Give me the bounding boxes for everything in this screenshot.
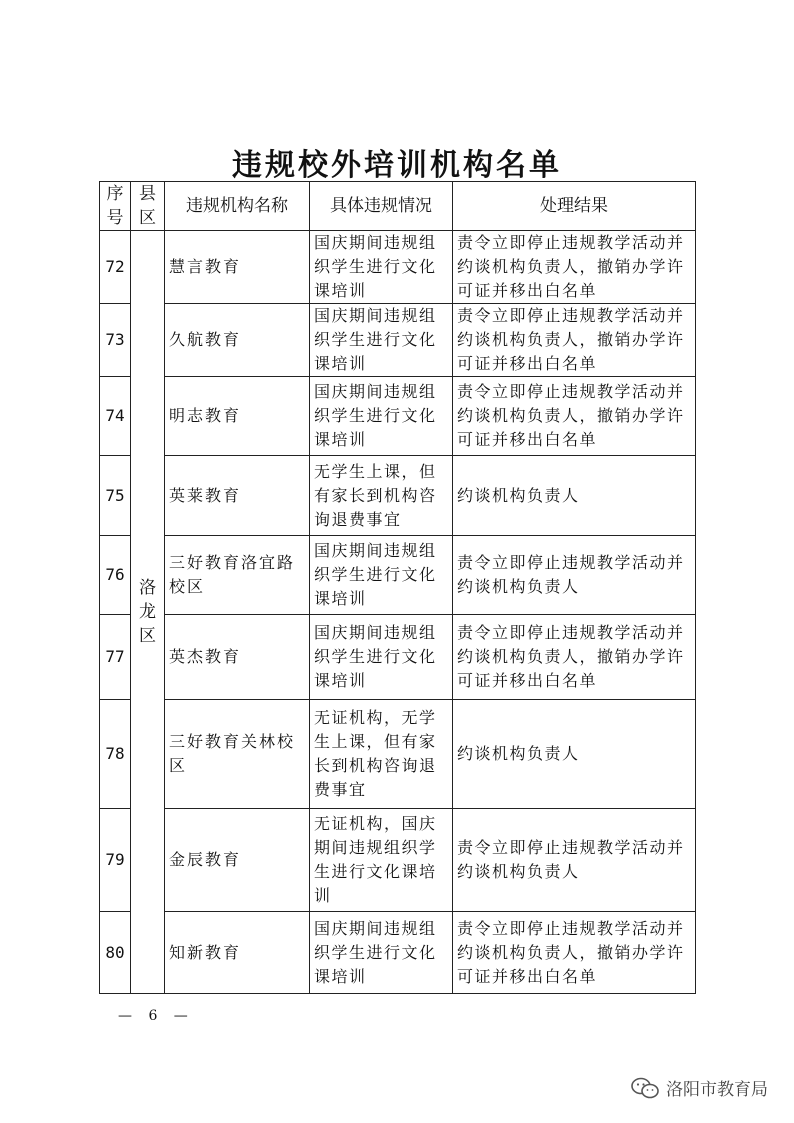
row-result: 责令立即停止违规教学活动并约谈机构负责人，撤销办学许可证并移出白名单 — [453, 304, 696, 377]
watermark — [630, 1075, 768, 1100]
header-seq: 序号 — [100, 182, 131, 231]
row-name: 久航教育 — [165, 304, 310, 377]
table-row — [100, 536, 696, 615]
row-result: 责令立即停止违规教学活动并约谈机构负责人，撤销办学许可证并移出白名单 — [453, 615, 696, 700]
row-violation: 无证机构，国庆期间违规组织学生进行文化课培训 — [310, 809, 453, 912]
row-name: 三好教育关林校区 — [165, 700, 310, 809]
row-violation: 国庆期间违规组织学生进行文化课培训 — [310, 912, 453, 994]
row-name: 英杰教育 — [165, 615, 310, 700]
row-violation: 国庆期间违规组织学生进行文化课培训 — [310, 536, 453, 615]
row-result: 责令立即停止违规教学活动并约谈机构负责人，撤销办学许可证并移出白名单 — [453, 912, 696, 994]
county-cell — [131, 231, 165, 994]
header-name: 违规机构名称 — [165, 182, 310, 231]
row-result: 责令立即停止违规教学活动并约谈机构负责人 — [453, 809, 696, 912]
row-seq: 77 — [100, 615, 131, 700]
row-name: 英莱教育 — [165, 456, 310, 536]
row-result: 约谈机构负责人 — [453, 700, 696, 809]
table-row — [100, 912, 696, 994]
row-violation: 国庆期间违规组织学生进行文化课培训 — [310, 231, 453, 304]
table-row — [100, 304, 696, 377]
row-result: 约谈机构负责人 — [453, 456, 696, 536]
page-title: 违规校外培训机构名单 — [232, 148, 562, 183]
row-seq: 80 — [100, 912, 131, 994]
row-name: 知新教育 — [165, 912, 310, 994]
header-violation: 具体违规情况 — [310, 182, 453, 231]
row-seq: 78 — [100, 700, 131, 809]
row-name: 三好教育洛宜路校区 — [165, 536, 310, 615]
table-row — [100, 231, 696, 304]
row-name: 明志教育 — [165, 377, 310, 456]
header-county: 县区 — [131, 182, 165, 231]
row-seq: 79 — [100, 809, 131, 912]
table-row — [100, 809, 696, 912]
row-violation: 国庆期间违规组织学生进行文化课培训 — [310, 377, 453, 456]
row-result: 责令立即停止违规教学活动并约谈机构负责人，撤销办学许可证并移出白名单 — [453, 377, 696, 456]
violation-table — [99, 181, 696, 994]
row-name: 慧言教育 — [165, 231, 310, 304]
row-violation: 无学生上课，但有家长到机构咨询退费事宜 — [310, 456, 453, 536]
table-row — [100, 377, 696, 456]
table-header-row — [100, 182, 696, 231]
row-result: 责令立即停止违规教学活动并约谈机构负责人，撤销办学许可证并移出白名单 — [453, 231, 696, 304]
page-number: — 6 — — [118, 1008, 194, 1024]
row-violation: 国庆期间违规组织学生进行文化课培训 — [310, 615, 453, 700]
watermark-text: 洛阳市教育局 — [666, 1080, 768, 1100]
row-seq: 73 — [100, 304, 131, 377]
row-seq: 74 — [100, 377, 131, 456]
row-seq: 76 — [100, 536, 131, 615]
header-result: 处理结果 — [453, 182, 696, 231]
county-name: 洛龙区 — [139, 578, 156, 646]
row-result: 责令立即停止违规教学活动并约谈机构负责人 — [453, 536, 696, 615]
row-violation: 国庆期间违规组织学生进行文化课培训 — [310, 304, 453, 377]
table-row — [100, 615, 696, 700]
row-name: 金辰教育 — [165, 809, 310, 912]
wechat-icon — [630, 1076, 660, 1100]
row-violation: 无证机构，无学生上课，但有家长到机构咨询退费事宜 — [310, 700, 453, 809]
table-row — [100, 456, 696, 536]
row-seq: 72 — [100, 231, 131, 304]
table-row — [100, 700, 696, 809]
row-seq: 75 — [100, 456, 131, 536]
